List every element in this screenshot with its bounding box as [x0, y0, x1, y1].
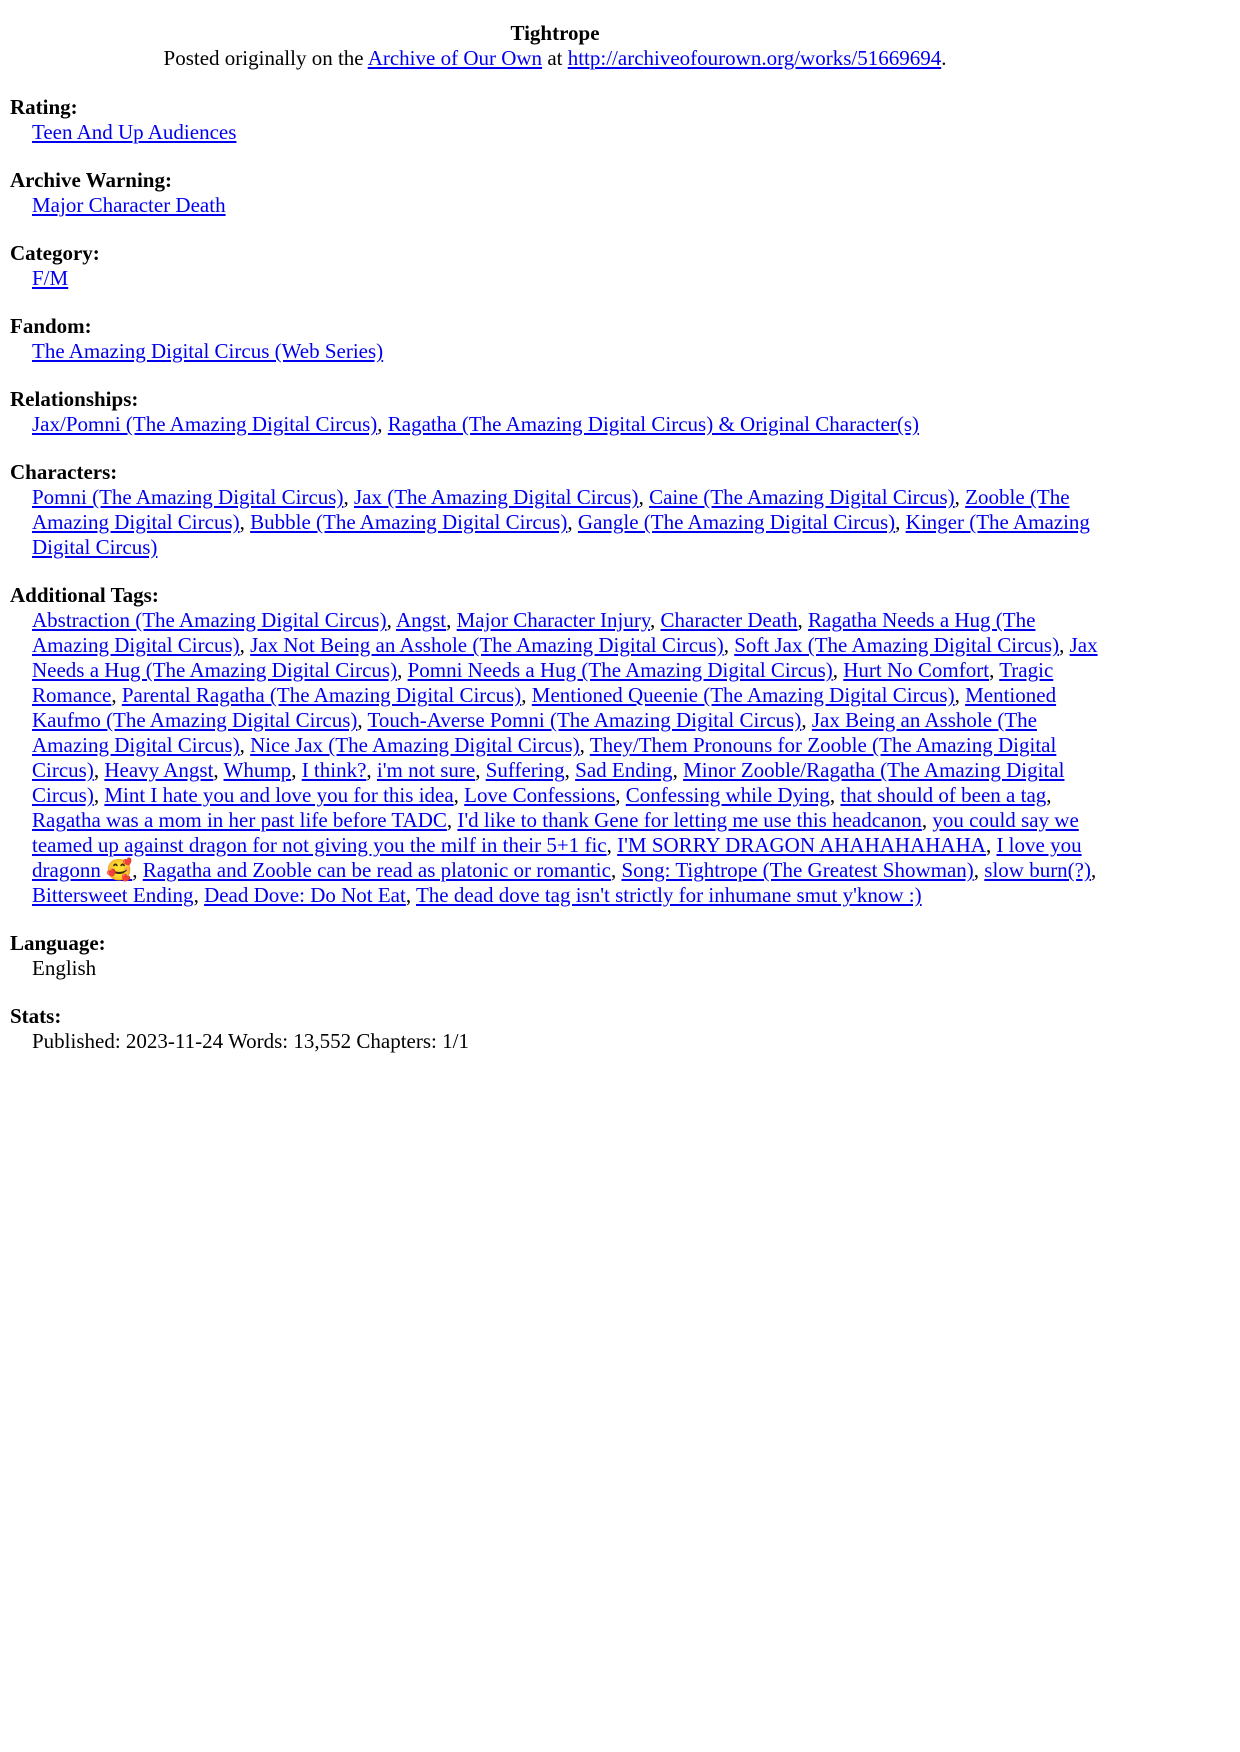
additional-tags-link[interactable]: I think? [301, 758, 367, 782]
rating-link[interactable]: Teen And Up Audiences [32, 120, 237, 144]
section-label-additional-tags: Additional Tags: [10, 583, 159, 607]
archive-of-our-own-link[interactable]: Archive of Our Own [367, 46, 543, 70]
additional-tags-link[interactable]: Tragic Romance [32, 658, 1054, 707]
additional-tags-link[interactable]: They/Them Pronouns for Zooble (The Amazing Digital Circus) [32, 733, 1057, 782]
additional-tags-link[interactable]: Heavy Angst [104, 758, 214, 782]
fandom-link[interactable]: The Amazing Digital Circus (Web Series) [32, 339, 384, 363]
section-label-language: Language: [10, 931, 106, 955]
additional-tags-link[interactable]: Whump [223, 758, 292, 782]
additional-tags-link[interactable]: I'd like to thank Gene for letting me use this headcanon [457, 808, 922, 832]
section-value-category [32, 266, 1100, 291]
section-label-rating: Rating: [10, 95, 78, 119]
additional-tags-link[interactable]: Angst [395, 608, 447, 632]
stats-values: Published: 2023-11-24 Words: 13,552 Chapters: 1/1 [32, 1029, 469, 1053]
additional-tags-link[interactable]: Hurt No Comfort [843, 658, 990, 682]
section-value-stats [32, 1029, 1100, 1054]
characters-link[interactable]: Pomni (The Amazing Digital Circus) [32, 485, 344, 509]
additional-tags-link[interactable]: Suffering [485, 758, 565, 782]
section-label-relationships: Relationships: [10, 387, 139, 411]
characters-link[interactable]: Caine (The Amazing Digital Circus) [649, 485, 955, 509]
archive-warning-link[interactable]: Major Character Death [32, 193, 226, 217]
additional-tags-link[interactable]: i'm not sure [376, 758, 476, 782]
posted-text-suffix: . [941, 46, 947, 70]
section-label-archive-warning: Archive Warning: [10, 168, 172, 192]
additional-tags-link[interactable]: Abstraction (The Amazing Digital Circus) [32, 608, 387, 632]
additional-tags-link[interactable]: Ragatha was a mom in her past life before TADC [32, 808, 447, 832]
additional-tags-link[interactable]: I love you dragonn 🥰 [32, 833, 1082, 882]
section-value-fandom [32, 339, 1100, 364]
category-link[interactable]: F/M [32, 266, 69, 290]
characters-link[interactable]: Zooble (The Amazing Digital Circus) [32, 485, 1070, 534]
additional-tags-link[interactable]: Pomni Needs a Hug (The Amazing Digital Circus) [407, 658, 833, 682]
additional-tags-link[interactable]: Soft Jax (The Amazing Digital Circus) [734, 633, 1060, 657]
additional-tags-link[interactable]: you could say we teamed up against dragon for not giving you the milf in their 5+1 fic [32, 808, 1079, 857]
additional-tags-link[interactable]: Touch-Averse Pomni (The Amazing Digital Circus) [367, 708, 802, 732]
section-value-language [32, 956, 1100, 981]
additional-tags-link[interactable]: Confessing while Dying [625, 783, 830, 807]
additional-tags-link[interactable]: Song: Tightrope (The Greatest Showman) [621, 858, 974, 882]
section-label-characters: Characters: [10, 460, 118, 484]
additional-tags-link[interactable]: Jax Not Being an Asshole (The Amazing Digital Circus) [250, 633, 724, 657]
section-value-characters: Pomni (The Amazing Digital Circus), Jax (The Amazing Digital Circus), Caine (The Amazing Digital Circus), Zooble (The Amazing Digital Circus), Bubble (The Amazing Digital Circus), Gangle (The Amazing Digital Circus), Kinger (The Amazing Digital Circus) [32, 485, 1090, 559]
additional-tags-link[interactable]: Nice Jax (The Amazing Digital Circus) [250, 733, 580, 757]
relationships-link[interactable]: Ragatha (The Amazing Digital Circus) & Original Character(s) [387, 412, 920, 436]
additional-tags-link[interactable]: Character Death [660, 608, 798, 632]
section-value-archive-warning [32, 193, 1100, 218]
additional-tags-link[interactable]: Love Confessions [464, 783, 616, 807]
posted-text-prefix: Posted originally on the [163, 46, 368, 70]
additional-tags-link[interactable]: Jax Needs a Hug (The Amazing Digital Circus) [32, 633, 1098, 682]
additional-tags-link[interactable]: slow burn(?) [984, 858, 1091, 882]
work-url-link[interactable]: http://archiveofourown.org/works/51669694 [567, 46, 942, 70]
additional-tags-link[interactable]: Minor Zooble/Ragatha (The Amazing Digital Circus) [32, 758, 1065, 807]
additional-tags-link[interactable]: Mentioned Kaufmo (The Amazing Digital Circus) [32, 683, 1057, 732]
characters-link[interactable]: Bubble (The Amazing Digital Circus) [250, 510, 568, 534]
section-value-relationships: Jax/Pomni (The Amazing Digital Circus), Ragatha (The Amazing Digital Circus) & Original Character(s) [32, 412, 920, 436]
work-title: Tightrope [510, 21, 600, 45]
additional-tags-link[interactable]: I'M SORRY DRAGON AHAHAHAHAHA [617, 833, 986, 857]
additional-tags-link[interactable]: Parental Ragatha (The Amazing Digital Circus) [121, 683, 522, 707]
additional-tags-link[interactable]: that should of been a tag [840, 783, 1047, 807]
section-label-category: Category: [10, 241, 100, 265]
work-meta-list [10, 95, 1100, 1054]
additional-tags-link[interactable]: Ragatha and Zooble can be read as platonic or romantic [142, 858, 611, 882]
additional-tags-link[interactable]: Mint I hate you and love you for this idea [104, 783, 454, 807]
characters-link[interactable]: Kinger (The Amazing Digital Circus) [32, 510, 1090, 559]
additional-tags-link[interactable]: Jax Being an Asshole (The Amazing Digital Circus) [32, 708, 1037, 757]
section-value-rating [32, 120, 1100, 145]
additional-tags-link[interactable]: Dead Dove: Do Not Eat [204, 883, 406, 907]
section-value-additional-tags: Abstraction (The Amazing Digital Circus), Angst, Major Character Injury, Character Death, Ragatha Needs a Hug (The Amazing Digital Circus), Jax Not Being an Asshole (The Amazing Digital Circus), Soft Jax (The Amazing Digital Circus), Jax Needs a Hug (The Amazing Digital Circus), Pomni Needs a Hug (The Amazing Digital Circus), Hurt No Comfort, Tragic Romance, Parental Ragatha (The Amazing Digital Circus), Mentioned Queenie (The Amazing Digital Circus), Mentioned Kaufmo (The Amazing Digital Circus), Touch-Averse Pomni (The Amazing Digital Circus), Jax Being an Asshole (The Amazing Digital Circus), Nice Jax (The Amazing Digital Circus), They/Them Pronouns for Zooble (The Amazing Digital Circus), Heavy Angst, Whump, I think?, i'm not sure, Suffering, Sad Ending, Minor Zooble/Ragatha (The Amazing Digital Circus), Mint I hate you and love you for this idea, Love Confessions, Confessing while Dying, that should of been a tag, Ragatha was a mom in her past life before TADC, I'd like to thank Gene for letting me use this headcanon, you could say we teamed up against dragon for not giving you the milf in their 5+1 fic, I'M SORRY DRAGON AHAHAHAHAHA, I love you dragonn 🥰, Ragatha and Zooble can be read as platonic or romantic, Song: Tightrope (The Greatest Showman), slow burn(?), Bittersweet Ending, Dead Dove: Do Not Eat, The dead dove tag isn't strictly for inhumane smut y'know :) [32, 608, 1098, 907]
additional-tags-link[interactable]: Sad Ending [575, 758, 673, 782]
additional-tags-link[interactable]: Bittersweet Ending [32, 883, 194, 907]
additional-tags-link[interactable]: Mentioned Queenie (The Amazing Digital Circus) [531, 683, 955, 707]
section-label-fandom: Fandom: [10, 314, 92, 338]
characters-link[interactable]: Jax (The Amazing Digital Circus) [353, 485, 639, 509]
additional-tags-link[interactable]: Major Character Injury [456, 608, 651, 632]
relationships-link[interactable]: Jax/Pomni (The Amazing Digital Circus) [32, 412, 378, 436]
work-header [10, 21, 1100, 71]
additional-tags-link[interactable]: Ragatha Needs a Hug (The Amazing Digital Circus) [32, 608, 1036, 657]
language-value: English [32, 956, 97, 980]
additional-tags-link[interactable]: The dead dove tag isn't strictly for inhumane smut y'know :) [415, 883, 922, 907]
posted-text-middle: at [542, 46, 568, 70]
characters-link[interactable]: Gangle (The Amazing Digital Circus) [577, 510, 896, 534]
ao3-work-preface [10, 0, 1100, 1752]
section-label-stats: Stats: [10, 1004, 62, 1028]
